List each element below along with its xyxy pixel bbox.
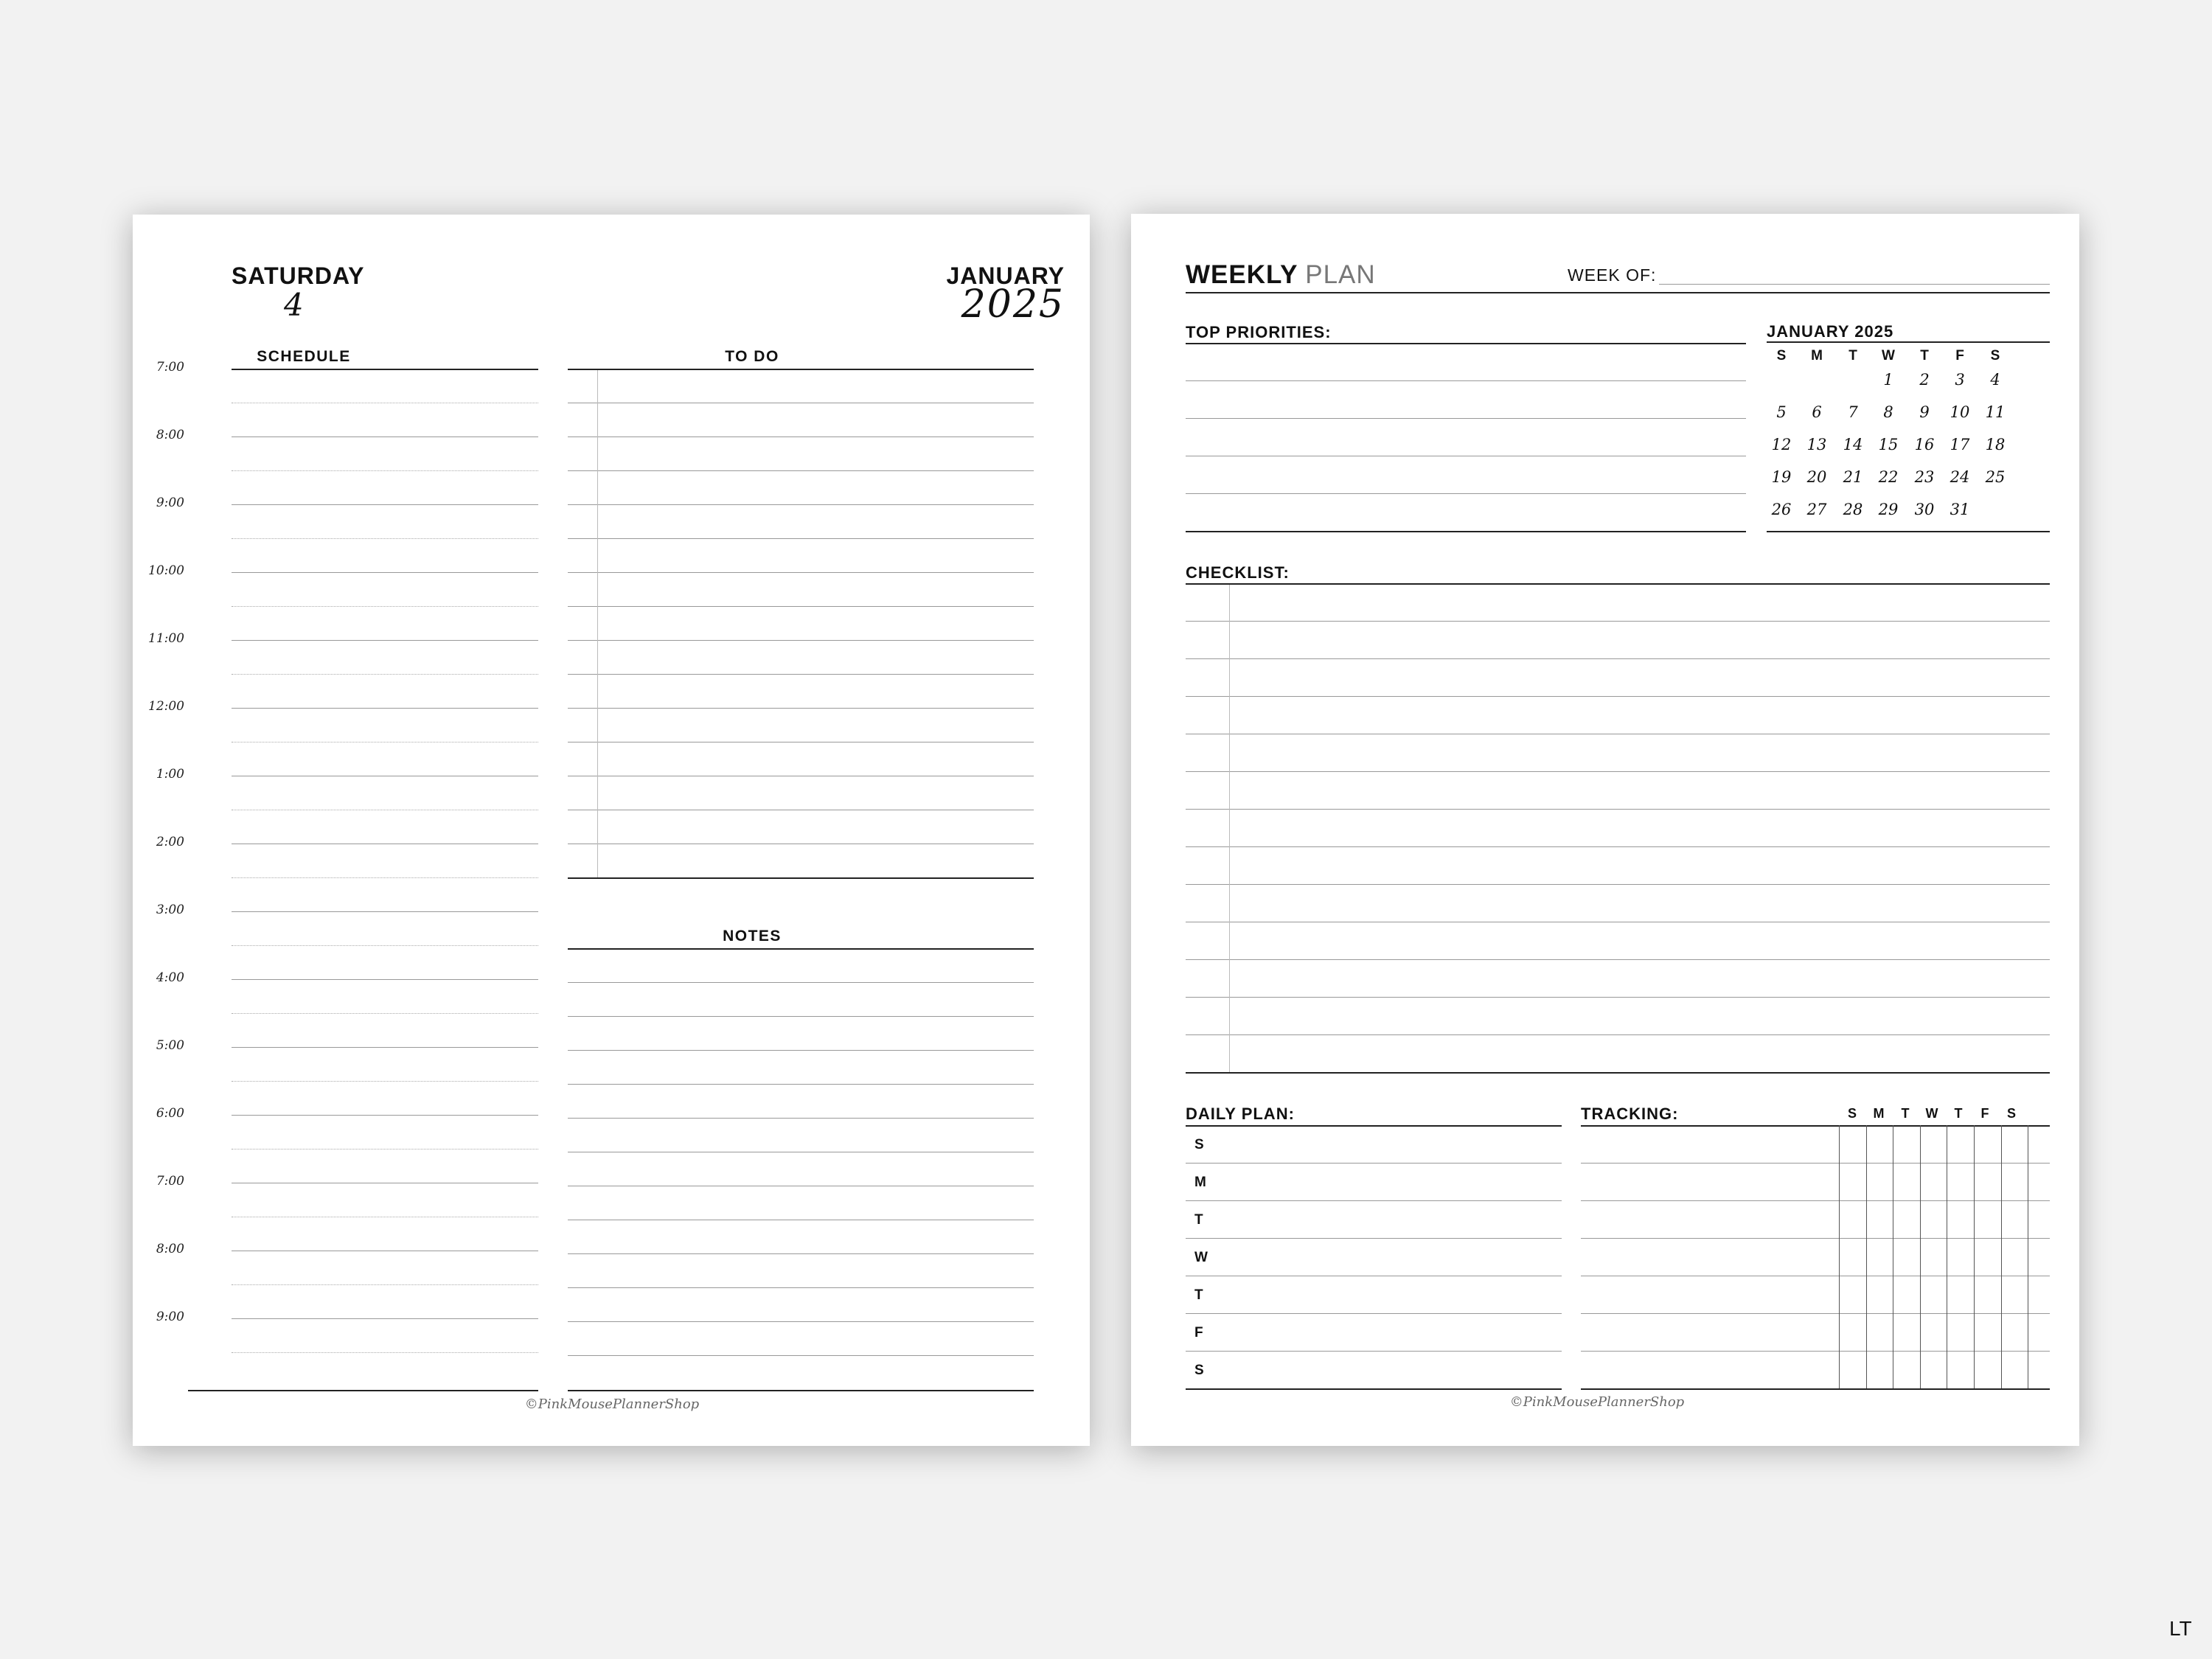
checklist-line[interactable] (1186, 658, 2050, 659)
todo-checkbox-column (597, 370, 598, 877)
time-label: 8:00 (156, 428, 184, 442)
calendar-day[interactable]: 27 (1806, 501, 1827, 518)
todo-title: TO DO (725, 348, 779, 365)
tracking-line[interactable] (1581, 1388, 2050, 1390)
tracking-line[interactable] (1581, 1238, 2050, 1239)
calendar-day[interactable]: 10 (1950, 403, 1970, 421)
weekday-header: T (1920, 348, 1929, 364)
checklist-line[interactable] (1186, 696, 2050, 697)
checklist-top-rule (1186, 583, 2050, 585)
half-hour-line[interactable] (232, 470, 538, 471)
year: 2025 (961, 282, 1065, 327)
half-hour-line[interactable] (232, 1013, 538, 1014)
calendar-day[interactable]: 4 (1990, 371, 2000, 389)
time-label: 11:00 (148, 631, 184, 646)
tracking-grid-column (1866, 1125, 1867, 1388)
calendar-day[interactable]: 17 (1950, 436, 1970, 453)
watermark: ©PinkMousePlannerShop (524, 1397, 700, 1412)
daily-plan-day: W (1194, 1250, 1208, 1265)
calendar-day[interactable]: 12 (1771, 436, 1792, 453)
half-hour-line[interactable] (232, 1352, 538, 1353)
calendar-day[interactable]: 28 (1843, 501, 1863, 518)
checklist-line[interactable] (1186, 997, 2050, 998)
tracking-grid-column (1839, 1125, 1840, 1388)
weekday-header: F (1955, 348, 1964, 364)
checklist-line[interactable] (1186, 1034, 2050, 1035)
tracking-day-header: S (2006, 1106, 2016, 1121)
calendar-day[interactable]: 18 (1985, 436, 2006, 453)
daily-plan-line[interactable] (1186, 1313, 1562, 1314)
calendar-day[interactable]: 31 (1950, 501, 1970, 518)
tracking-day-header: T (1901, 1106, 1910, 1121)
hour-line[interactable] (232, 572, 538, 573)
daily-plan-top-rule (1186, 1125, 1562, 1127)
notes-line[interactable] (568, 1084, 1034, 1085)
tracking-day-header: F (1980, 1106, 1989, 1121)
weekday-header: M (1811, 348, 1823, 364)
daily-plan-line[interactable] (1186, 1388, 1562, 1390)
checklist-line[interactable] (1186, 621, 2050, 622)
todo-line[interactable] (568, 640, 1034, 641)
time-label: 7:00 (156, 1174, 184, 1189)
calendar-day[interactable]: 15 (1878, 436, 1899, 453)
half-hour-line[interactable] (232, 945, 538, 946)
hour-line[interactable] (232, 1318, 538, 1319)
todo-line[interactable] (568, 606, 1034, 607)
tracking-top-rule (1581, 1125, 2050, 1127)
tracking-day-header: S (1847, 1106, 1857, 1121)
checklist-label: CHECKLIST: (1186, 563, 1290, 582)
weekly-title (1186, 260, 1376, 290)
half-hour-line[interactable] (232, 1081, 538, 1082)
daily-plan-day: T (1194, 1212, 1203, 1228)
top-priorities-label: TOP PRIORITIES: (1186, 323, 1332, 341)
daily-plan-day: M (1194, 1175, 1206, 1190)
calendar-day[interactable]: 26 (1771, 501, 1792, 518)
half-hour-line[interactable] (232, 1149, 538, 1150)
hour-line[interactable] (232, 708, 538, 709)
notes-line[interactable] (568, 1253, 1034, 1254)
todo-bottom-rule (568, 877, 1034, 879)
checklist-checkbox-column (1229, 585, 1230, 1072)
priority-line[interactable] (1186, 493, 1746, 494)
checklist-line[interactable] (1186, 809, 2050, 810)
calendar-day[interactable]: 7 (1848, 403, 1858, 421)
daily-plan-day: F (1194, 1325, 1203, 1340)
calendar-day[interactable]: 20 (1806, 468, 1827, 486)
daily-plan-label: DAILY PLAN: (1186, 1105, 1295, 1123)
mini-calendar-title: JANUARY 2025 (1767, 322, 1894, 341)
priorities-top-rule (1186, 343, 1746, 344)
calendar-day[interactable]: 19 (1771, 468, 1792, 486)
todo-top-rule (568, 369, 1034, 370)
day-name: SATURDAY (232, 262, 365, 289)
corner-mark: LT (2169, 1617, 2192, 1640)
daily-plan-day: S (1194, 1363, 1204, 1378)
tracking-grid-column (2001, 1125, 2002, 1388)
weekly-page (1131, 214, 2079, 1446)
calendar-day[interactable]: 3 (1955, 371, 1965, 389)
calendar-day[interactable]: 6 (1812, 403, 1822, 421)
half-hour-line[interactable] (232, 674, 538, 675)
todo-line[interactable] (568, 572, 1034, 573)
time-label: 8:00 (156, 1242, 184, 1256)
notes-line[interactable] (568, 1016, 1034, 1017)
calendar-day[interactable]: 16 (1914, 436, 1935, 453)
half-hour-line[interactable] (232, 877, 538, 878)
calendar-day[interactable]: 8 (1883, 403, 1893, 421)
time-label: 1:00 (156, 767, 184, 782)
half-hour-line[interactable] (232, 606, 538, 607)
daily-plan-line[interactable] (1186, 1238, 1562, 1239)
tracking-label: TRACKING: (1581, 1105, 1679, 1123)
hour-line[interactable] (232, 504, 538, 505)
calendar-day[interactable]: 21 (1843, 468, 1863, 486)
todo-line[interactable] (568, 538, 1034, 539)
tracking-day-header: T (1954, 1106, 1963, 1121)
notes-line[interactable] (568, 1118, 1034, 1119)
checklist-bottom-rule (1186, 1072, 2050, 1074)
hour-line[interactable] (232, 979, 538, 980)
daily-plan-line[interactable] (1186, 1351, 1562, 1352)
week-of-field[interactable] (1659, 284, 2050, 285)
weekday-header: S (1990, 348, 2000, 364)
calendar-day[interactable]: 22 (1878, 468, 1899, 486)
calendar-day[interactable]: 13 (1806, 436, 1827, 453)
priority-line[interactable] (1186, 418, 1746, 419)
calendar-day[interactable]: 25 (1985, 468, 2006, 486)
priorities-bottom-rule (1186, 531, 1746, 532)
notes-line[interactable] (568, 1355, 1034, 1356)
week-of-label: WEEK OF: (1568, 265, 1657, 285)
time-label: 9:00 (156, 495, 184, 510)
todo-line[interactable] (568, 470, 1034, 471)
daily-plan-day: T (1194, 1287, 1203, 1303)
notes-title: NOTES (723, 928, 782, 945)
calendar-day[interactable]: 30 (1914, 501, 1935, 518)
day-number: 4 (284, 287, 304, 323)
calendar-day[interactable]: 9 (1919, 403, 1930, 421)
notes-top-rule (568, 948, 1034, 950)
tracking-line[interactable] (1581, 1351, 2050, 1352)
priority-line[interactable] (1186, 380, 1746, 381)
notes-line[interactable] (568, 1050, 1034, 1051)
calendar-day[interactable]: 14 (1843, 436, 1863, 453)
time-label: 4:00 (156, 970, 184, 985)
daily-page (133, 215, 1090, 1446)
time-label: 12:00 (148, 699, 184, 714)
hour-line[interactable] (232, 369, 538, 370)
month-name: JANUARY (946, 262, 1065, 289)
checklist-line[interactable] (1186, 846, 2050, 847)
tracking-day-header: W (1925, 1106, 1938, 1121)
notes-line[interactable] (568, 982, 1034, 983)
hour-line[interactable] (232, 1047, 538, 1048)
checklist-line[interactable] (1186, 884, 2050, 885)
tracking-day-header: M (1873, 1106, 1885, 1121)
todo-line[interactable] (568, 708, 1034, 709)
schedule-title: SCHEDULE (257, 348, 351, 365)
title-plan: PLAN (1305, 260, 1376, 289)
header-rule (1186, 292, 2050, 293)
title-weekly: WEEKLY (1186, 260, 1298, 289)
checklist-line[interactable] (1186, 959, 2050, 960)
daily-plan-day: S (1194, 1137, 1204, 1152)
tracking-line[interactable] (1581, 1200, 2050, 1201)
notes-bottom-rule (568, 1390, 1034, 1391)
weekday-header: W (1882, 348, 1895, 364)
daily-plan-line[interactable] (1186, 1200, 1562, 1201)
notes-line[interactable] (568, 1321, 1034, 1322)
tracking-grid-column (1974, 1125, 1975, 1388)
half-hour-line[interactable] (232, 538, 538, 539)
hour-line[interactable] (232, 1115, 538, 1116)
weekday-header: S (1776, 348, 1787, 364)
mini-calendar-bottom-rule (1767, 531, 2050, 532)
calendar-day[interactable]: 24 (1950, 468, 1970, 486)
checklist-line[interactable] (1186, 771, 2050, 772)
time-label: 3:00 (156, 902, 184, 917)
time-label: 7:00 (156, 360, 184, 375)
watermark: ©PinkMousePlannerShop (1509, 1394, 1685, 1410)
hour-line[interactable] (232, 640, 538, 641)
calendar-day[interactable]: 1 (1883, 371, 1893, 389)
todo-line[interactable] (568, 674, 1034, 675)
calendar-day[interactable]: 11 (1985, 403, 2006, 421)
mini-calendar-rule (1767, 341, 2050, 343)
hour-line[interactable] (232, 911, 538, 912)
daily-plan-line[interactable] (1186, 1163, 1562, 1164)
half-hour-line[interactable] (232, 1284, 538, 1285)
todo-line[interactable] (568, 504, 1034, 505)
notes-line[interactable] (568, 1287, 1034, 1288)
weekday-header: T (1848, 348, 1857, 364)
time-label: 6:00 (156, 1106, 184, 1121)
time-label: 2:00 (156, 835, 184, 849)
time-label: 10:00 (148, 563, 184, 578)
schedule-bottom-rule (188, 1390, 538, 1391)
tracking-grid-column (1920, 1125, 1921, 1388)
tracking-line[interactable] (1581, 1163, 2050, 1164)
time-label: 9:00 (156, 1310, 184, 1324)
calendar-day[interactable]: 2 (1919, 371, 1930, 389)
calendar-day[interactable]: 29 (1878, 501, 1899, 518)
calendar-day[interactable]: 23 (1914, 468, 1935, 486)
calendar-day[interactable]: 5 (1776, 403, 1787, 421)
tracking-line[interactable] (1581, 1313, 2050, 1314)
time-label: 5:00 (156, 1038, 184, 1053)
